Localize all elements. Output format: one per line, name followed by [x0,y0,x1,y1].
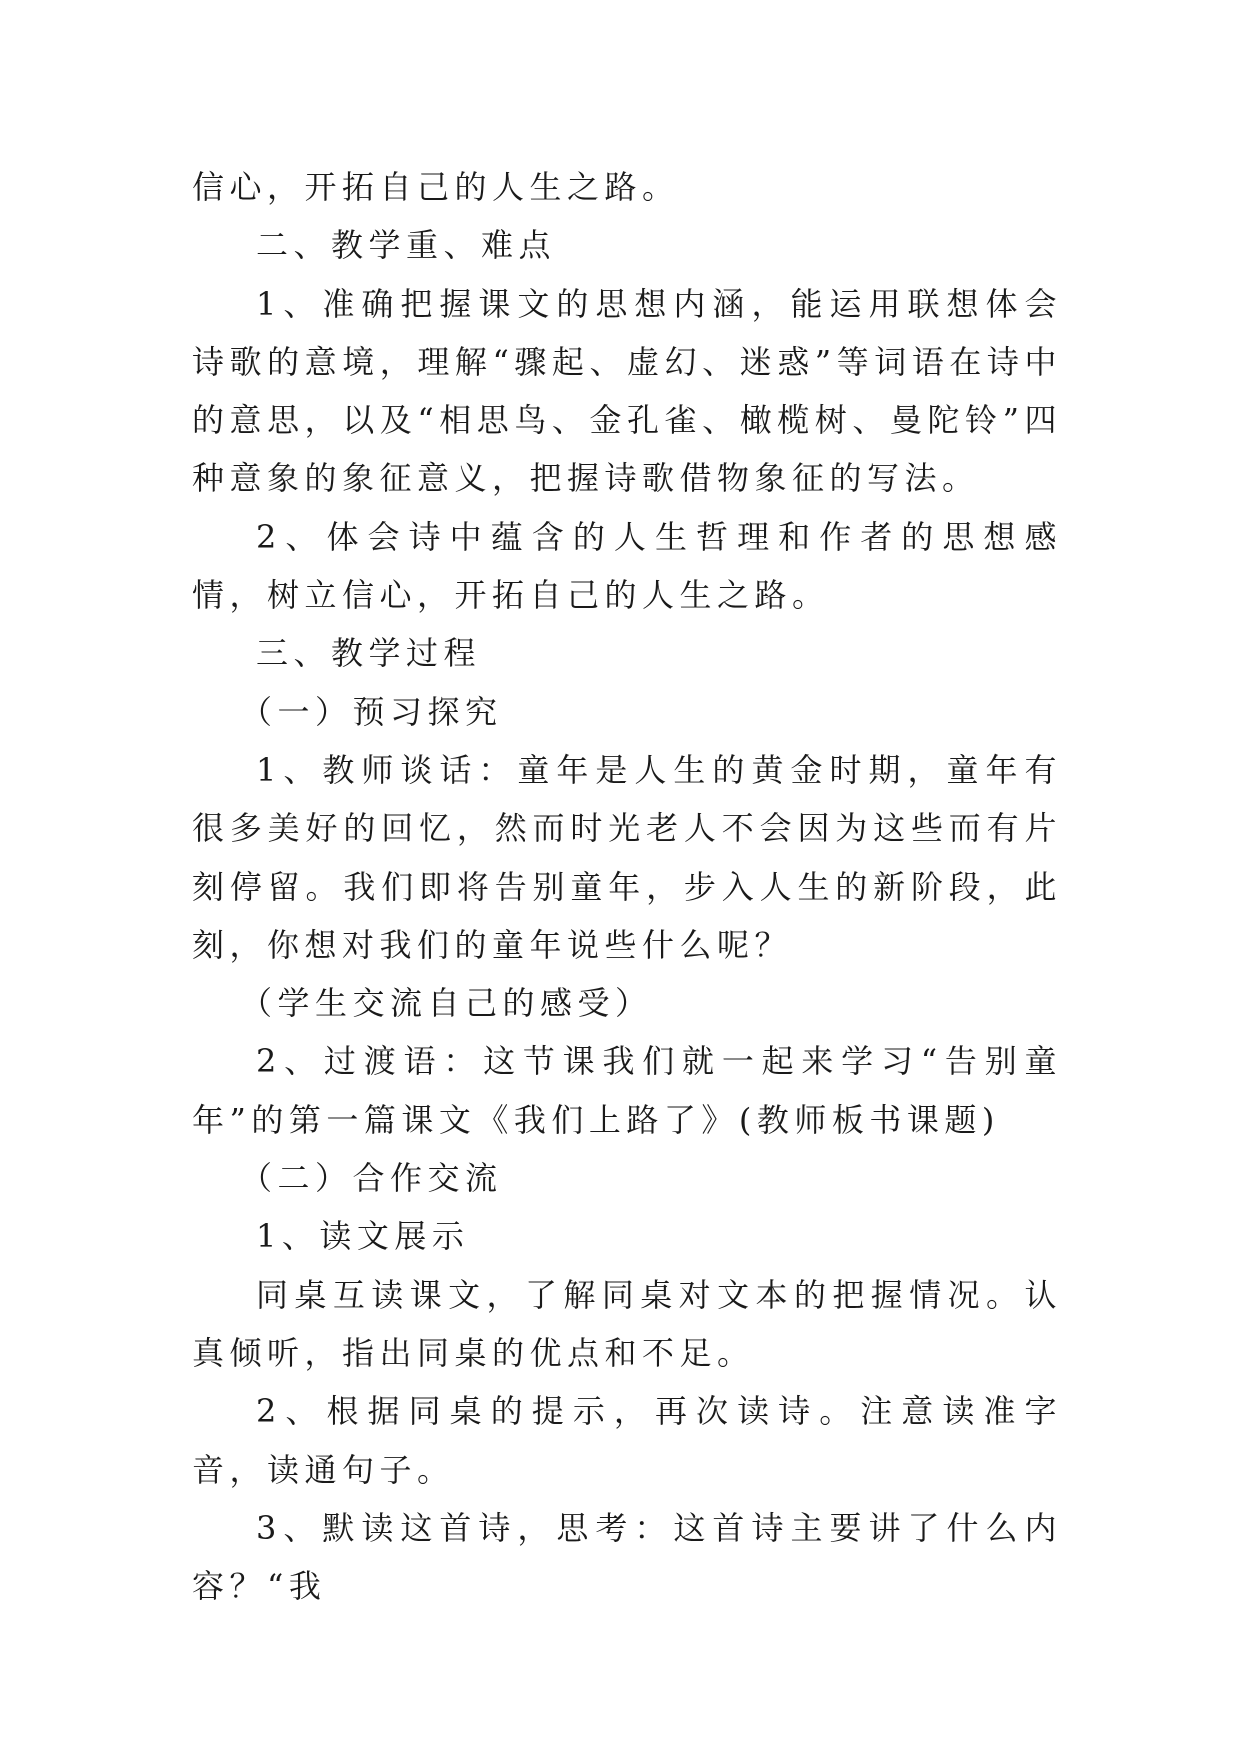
paragraph: 1、读文展示 [256,1217,470,1256]
paragraph: 2、过渡语：这节课我们就一起来学习“告别童年”的第一篇课文《我们上路了》(教师板书课题) [192,1042,1062,1139]
paragraph: （学生交流自己的感受） [240,984,653,1023]
body-text [192,158,1062,1615]
paragraph: 2、根据同桌的提示，再次读诗。注意读准字音，读通句子。 [192,1392,1062,1489]
paragraph: 1、教师谈话：童年是人生的黄金时期，童年有很多美好的回忆，然而时光老人不会因为这些而有片刻停留。我们即将告别童年，步入人生的新阶段，此刻，你想对我们的童年说些什么呢？ [192,750,1062,964]
paragraph: 信心，开拓自己的人生之路。 [192,168,680,206]
section-heading: 三、教学过程 [256,634,482,673]
paragraph: 同桌互读课文，了解同桌对文本的把握情况。认真倾听，指出同桌的优点和不足。 [192,1275,1062,1372]
subsection-heading: （二）合作交流 [240,1159,503,1198]
subsection-heading: （一）预习探究 [240,692,503,731]
paragraph: 3、默读这首诗，思考：这首诗主要讲了什么内容？“我 [192,1508,1062,1606]
paragraph: 1、准确把握课文的思想内涵，能运用联想体会诗歌的意境，理解“骤起、虚幻、迷惑”等词语在诗中的意思，以及“相思鸟、金孔雀、橄榄树、曼陀铃”四种意象的象征意义，把握诗歌借物象征的写法。 [192,284,1062,498]
paragraph: 2、体会诗中蕴含的人生哲理和作者的思想感情，树立信心，开拓自己的人生之路。 [192,517,1062,615]
section-heading: 二、教学重、难点 [256,226,557,265]
